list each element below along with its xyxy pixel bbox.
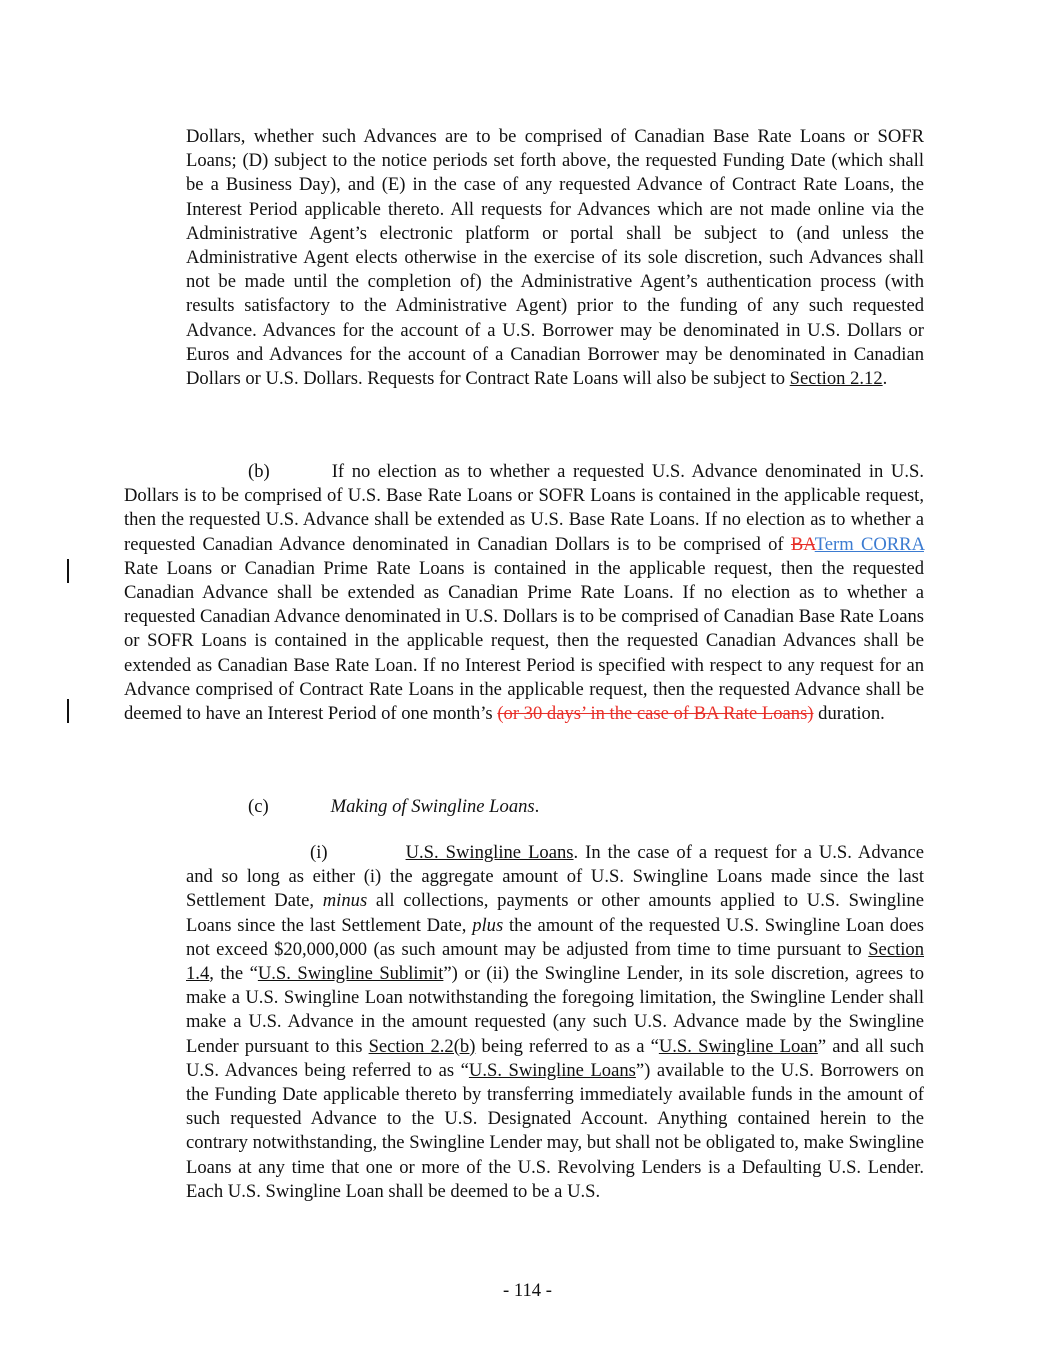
- swingline-sublimit-term: U.S. Swingline Sublimit: [257, 963, 444, 985]
- page-number: - 114 -: [503, 1280, 552, 1301]
- para-b-text-1: If no election as to whether a requested U.S. Advance denominated in U.S. Dollars is to be comprised of U.S. Base Rate Loans or SOFR Loans is contained in the applicable request, then the requested U.S. Advance shall be extended as U.S. Base Rate Loans. If no election as to whether a requested Canadian Advance denominated in Canadian Dollars is to be comprised of: [124, 461, 924, 555]
- inserted-text-term-corra: Term CORRA: [814, 533, 924, 555]
- deleted-text-30-days: (or 30 days’ in the case of BA Rate Loans): [497, 703, 814, 725]
- section-2-12-reference: Section 2.12: [789, 368, 883, 390]
- change-bar-1: [67, 559, 69, 583]
- paragraph-b: [124, 460, 924, 726]
- change-bar-2: [67, 699, 69, 723]
- para-c1-text-6: being referred to as a “: [475, 1035, 659, 1057]
- paragraph-a-continuation: [186, 125, 924, 391]
- para-b-text-2: Rate Loans or Canadian Prime Rate Loans is contained in the applicable request, then the requested Canadian Advance shall be extended as Canadian Prime Rate Loans. If no election as to whether a requested Canadian Advance denominated in U.S. Dollars is to be comprised of Canadian Base Rate Loans or SOFR Loans is contained in the applicable request, then the requested Canadian Advances shall be extended as Canadian Base Rate Loan. If no Interest Period is specified with respect to any request for an Advance comprised of Contract Rate Loans in the applicable request, then the requested Advance shall be deemed to have an Interest Period of one month’s: [124, 557, 924, 725]
- swingline-loans-term: U.S. Swingline Loans: [468, 1059, 636, 1081]
- paragraph-c-heading: [248, 795, 928, 819]
- para-c1-text-1: . In the case of a request for a U.S. Advance and so long as either (i) the aggregate amount of U.S. Swingline Loans made since the last Settlement Date,: [186, 842, 924, 912]
- section-2-2b-reference: Section 2.2(b): [368, 1035, 476, 1057]
- para-a-text: Dollars, whether such Advances are to be comprised of Canadian Base Rate Loans or SOFR Loans; (D) subject to the notice periods set forth above, the requested Funding Date (which shall be a Business Day), and (E) in the case of any requested Advance of Contract Rate Loans, the Interest Period applicable thereto. All requests for Advances which are not made online via the Administrative Agent’s electronic platform or portal shall be subject to (and unless the Administrative Agent elects otherwise in the exercise of its sole discretion, such Advances shall not be made until the completion of) the Administrative Agent’s authentication process (with results satisfactory to the Administrative Agent) prior to the funding of any such requested Advance. Advances for the account of a U.S. Borrower may be denominated in U.S. Dollars or Euros and Advances for the account of a Canadian Borrower may be denominated in Canadian Dollars or U.S. Dollars. Requests for Contract Rate Loans will also be subject to: [186, 126, 924, 390]
- para-c1-text-5: ”) or (ii) the Swingline Lender, in its sole discretion, agrees to make a U.S. Swingline Loan notwithstanding the foregoing limitation, the Swingline Lender shall make a U.S. Advance in the amount requested (any such U.S. Advance made by the Swingline Lender pursuant to this: [186, 963, 925, 1057]
- para-c1-text-8: ”) available to the U.S. Borrowers on the Funding Date applicable thereto by transferring immediately available funds in the amount of such requested Advance to the U.S. Designated Account. Anything contained herein to the contrary notwithstanding, the Swingline Lender may, but shall not be obligated to, make Swingline Loans at any time that one or more of the U.S. Revolving Lenders is a Defaulting U.S. Lender. Each U.S. Swingline Loan shall be deemed to be a U.S.: [186, 1059, 924, 1202]
- para-c1-text-7: ” and all such U.S. Advances being referred to as “: [186, 1035, 925, 1081]
- deleted-text-ba: BA: [790, 533, 815, 555]
- para-c-title: Making of Swingline Loans: [330, 796, 535, 817]
- para-b-label: (b): [248, 461, 270, 482]
- para-c1-label: (i): [310, 842, 328, 863]
- para-b-text-3: duration.: [813, 703, 885, 725]
- minus-term: minus: [322, 890, 368, 912]
- para-c1-text-2: all collections, payments or other amounts applied to U.S. Swingline Loans since the last Settlement Date,: [186, 890, 924, 936]
- para-c-end: .: [534, 796, 540, 817]
- section-1-4-reference: Section 1.4: [186, 938, 924, 985]
- paragraph-c-i: [186, 841, 924, 1204]
- plus-term: plus: [472, 914, 504, 936]
- para-c1-text-3: the amount of the requested U.S. Swingline Loan does not exceed $20,000,000 (as such amount may be adjusted from time to time pursuant to: [186, 914, 924, 960]
- para-c1-heading: U.S. Swingline Loans: [405, 842, 574, 863]
- para-c1-text-4: , the “: [209, 963, 258, 985]
- para-a-end: .: [882, 368, 888, 390]
- para-c-label: (c): [248, 796, 269, 817]
- swingline-loan-term: U.S. Swingline Loan: [658, 1035, 818, 1057]
